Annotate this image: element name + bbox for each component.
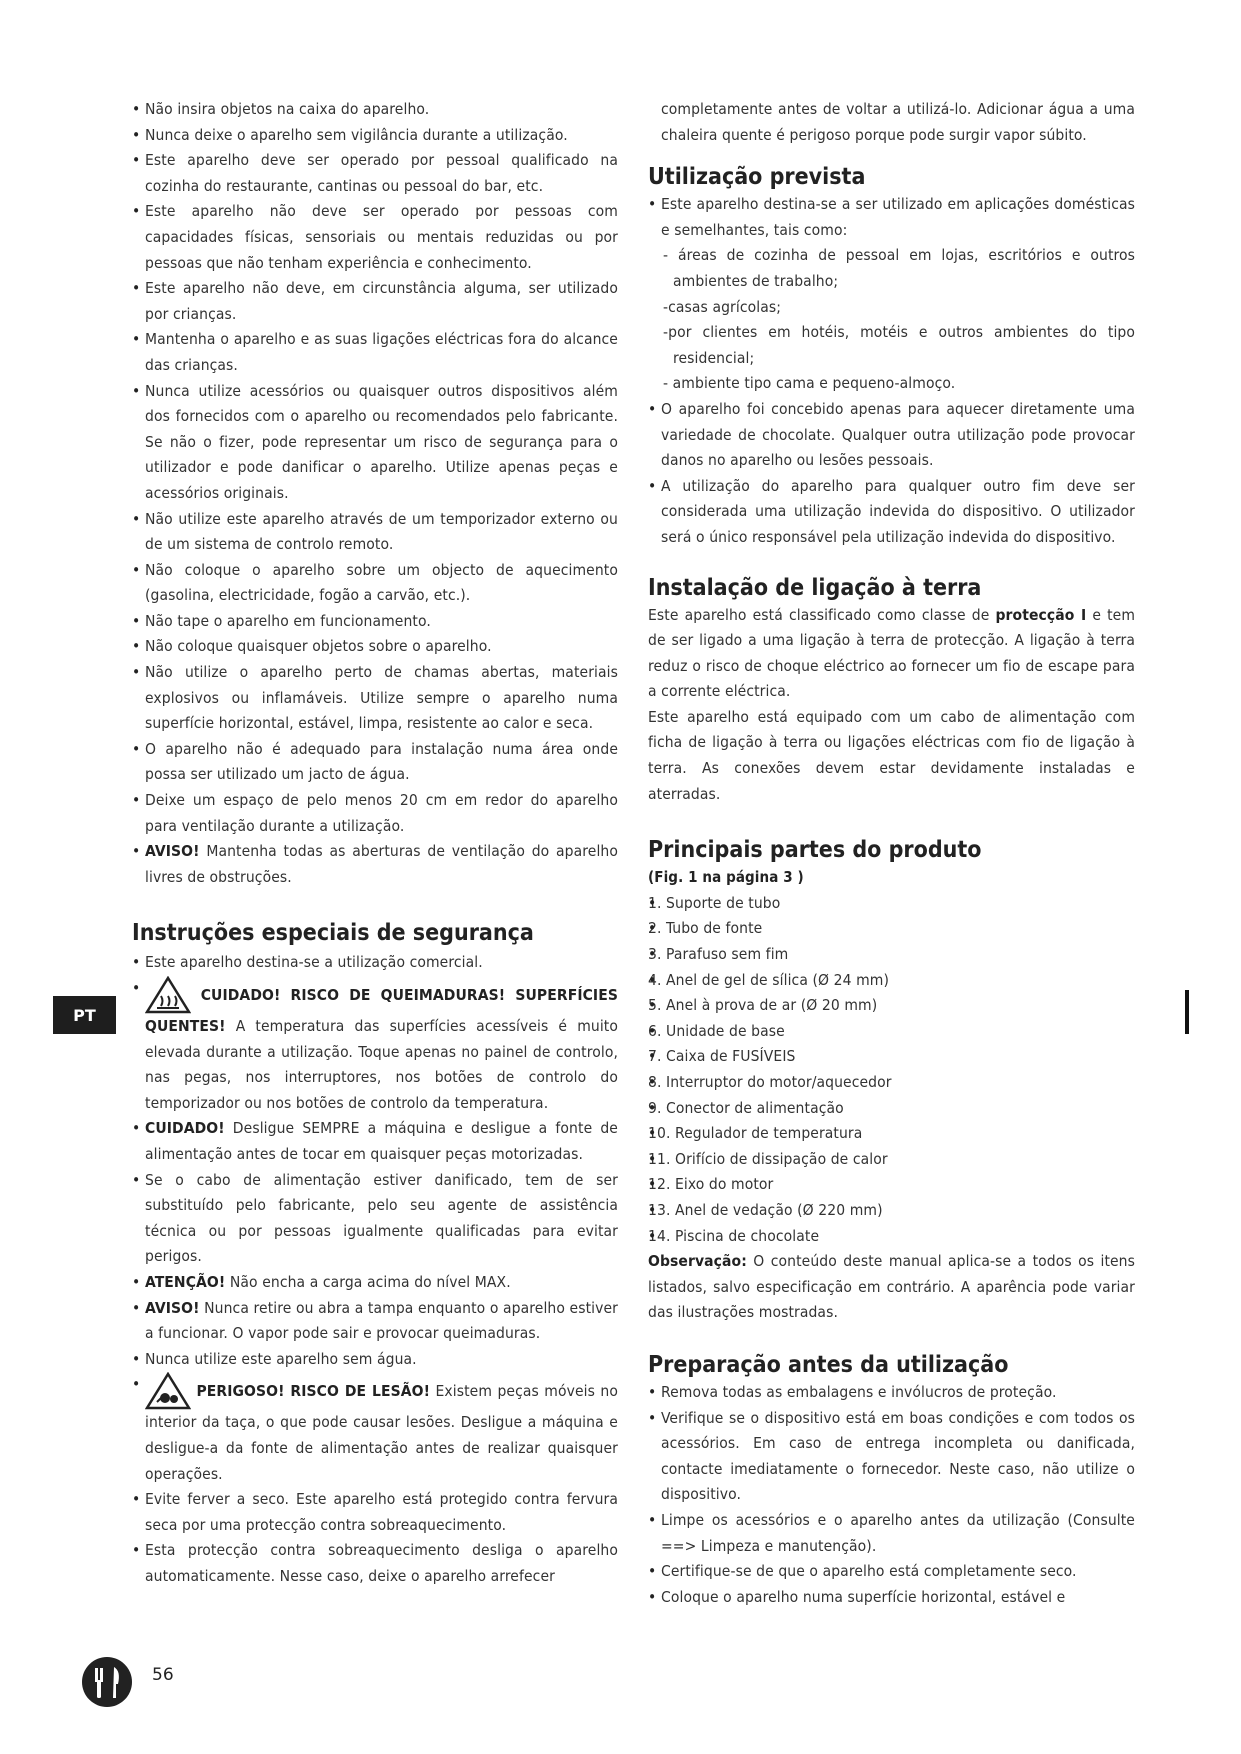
margin-marker (1185, 990, 1189, 1034)
list-item: • Não insira objetos na caixa do aparelho. (132, 97, 618, 123)
list-item: • Este aparelho deve ser operado por pessoal qualificado na cozinha do restaurante, cantinas ou pessoal do bar, etc. (132, 148, 618, 199)
list-item: • ATENÇÃO! Não encha a carga acima do nível MAX. (132, 1270, 618, 1296)
list-item: • Evite ferver a seco. Este aparelho está protegido contra fervura seca por uma protecção contra sobreaquecimento. (132, 1487, 618, 1538)
special-safety-list (132, 950, 618, 1589)
list-item: • Limpe os acessórios e o aparelho antes da utilização (Consulte ==> Limpeza e manutenção). (648, 1508, 1135, 1559)
list-item: • Certifique-se de que o aparelho está completamente seco. (648, 1559, 1135, 1585)
list-item: • 14. Piscina de chocolate (648, 1224, 1135, 1250)
list-item: • 9. Conector de alimentação (648, 1096, 1135, 1122)
list-item: • PERIGOSO! RISCO DE LESÃO! Existem peças móveis no interior da taça, o que pode causar lesões. Desligue a máquina e desligue-a da fonte de alimentação antes de realizar quaisquer operações. (132, 1372, 618, 1487)
left-column (132, 97, 618, 1589)
list-item: • Esta protecção contra sobreaquecimento desliga o aparelho automaticamente. Nesse caso, deixe o aparelho arrefecer (132, 1538, 618, 1589)
list-item: • Não coloque quaisquer objetos sobre o aparelho. (132, 634, 618, 660)
atencao-label: ATENÇÃO! (145, 1272, 226, 1291)
aviso-label: AVISO! (145, 1298, 200, 1317)
section-title-main-parts: Principais partes do produto (648, 837, 982, 864)
note-label: Observação: (648, 1252, 747, 1271)
list-item: • 10. Regulador de temperatura (648, 1121, 1135, 1147)
cutlery-logo-icon (81, 1656, 133, 1708)
list-item: • Este aparelho destina-se a ser utilizado em aplicações domésticas e semelhantes, tais como: - áreas de cozinha de pessoal em lojas, escritórios e outros ambientes de trabalho; -casas agrícolas; -por clientes em hotéis, motéis e outros ambientes do tipo residencial; - ambiente tipo cama e pequeno-almoço. (648, 192, 1135, 397)
list-item: • 8. Interruptor do motor/aquecedor (648, 1070, 1135, 1096)
list-item: • Nunca utilize acessórios ou quaisquer outros dispositivos além dos fornecidos com o aparelho ou recomendados pelo fabricante. Se não o fizer, pode representar um risco de segurança para o utilizador e pode danificar o aparelho. Utilize apenas peças e acessórios originais. (132, 379, 618, 507)
list-item: • Deixe um espaço de pelo menos 20 cm em redor do aparelho para ventilação durante a utilização. (132, 788, 618, 839)
language-tab: PT (53, 996, 116, 1034)
list-item: • O aparelho foi concebido apenas para aquecer diretamente uma variedade de chocolate. Qualquer outra utilização pode provocar danos no aparelho ou lesões pessoais. (648, 397, 1135, 474)
intended-use-list (648, 192, 1135, 550)
list-item: • Remova todas as embalagens e invólucros de proteção. (648, 1380, 1135, 1406)
preparation-list (648, 1380, 1135, 1610)
list-item: • AVISO! Nunca retire ou abra a tampa enquanto o aparelho estiver a funcionar. O vapor pode sair e provocar queimaduras. (132, 1296, 618, 1347)
list-item: • Este aparelho não deve ser operado por pessoas com capacidades físicas, sensoriais ou mentais reduzidas ou por pessoas que não tenham experiência e conhecimento. (132, 199, 618, 276)
list-item: • 13. Anel de vedação (Ø 220 mm) (648, 1198, 1135, 1224)
figure-reference: (Fig. 1 na página 3 ) (648, 868, 804, 887)
note-paragraph: Observação: O conteúdo deste manual aplica-se a todos os itens listados, salvo especificação em contrário. A aparência pode variar das ilustrações mostradas. (648, 1252, 1135, 1322)
list-item: • Não utilize o aparelho perto de chamas abertas, materiais explosivos ou inflamáveis. Utilize sempre o aparelho numa superfície horizontal, estável, limpa, resistente ao calor e seca. (132, 660, 618, 737)
list-item: • CUIDADO! Desligue SEMPRE a máquina e desligue a fonte de alimentação antes de tocar em quaisquer peças motorizadas. (132, 1116, 618, 1167)
section-title-grounding: Instalação de ligação à terra (648, 574, 982, 601)
right-column (648, 97, 1135, 1610)
safety-list (132, 97, 618, 890)
section-title-special-safety: Instruções especiais de segurança (132, 920, 534, 947)
hot-surface-label: CUIDADO! RISCO DE QUEIMADURAS! SUPERFÍCIES QUENTES! (145, 986, 618, 1035)
list-item: • 11. Orifício de dissipação de calor (648, 1147, 1135, 1173)
parts-list (648, 891, 1135, 1249)
list-item: • 4. Anel de gel de sílica (Ø 24 mm) (648, 968, 1135, 994)
list-item: • 12. Eixo do motor (648, 1172, 1135, 1198)
aviso-label: AVISO! (145, 842, 200, 861)
section-title-intended-use: Utilização prevista (648, 164, 866, 191)
list-item: • 1. Suporte de tubo (648, 891, 1135, 917)
continuation-text: completamente antes de voltar a utilizá-lo. Adicionar água a uma chaleira quente é perigoso porque pode surgir vapor súbito. (661, 100, 1135, 144)
list-item: • 5. Anel à prova de ar (Ø 20 mm) (648, 993, 1135, 1019)
list-item: • A utilização do aparelho para qualquer outro fim deve ser considerada uma utilização indevida do dispositivo. O utilizador será o único responsável pela utilização indevida do dispositivo. (648, 474, 1135, 551)
grounding-paragraph: Este aparelho está equipado com um cabo de alimentação com ficha de ligação à terra ou ligações eléctricas com fio de ligação à terra. As conexões devem estar devidamente instaladas e aterradas. (648, 707, 1135, 803)
list-item: • Não utilize este aparelho através de um temporizador externo ou de um sistema de controlo remoto. (132, 507, 618, 558)
page-number: 56 (152, 1665, 174, 1685)
list-item: • Este aparelho não deve, em circunstância alguma, ser utilizado por crianças. (132, 276, 618, 327)
list-item: • Não tape o aparelho em funcionamento. (132, 609, 618, 635)
list-item: • Mantenha o aparelho e as suas ligações eléctricas fora do alcance das crianças. (132, 327, 618, 378)
section-title-preparation: Preparação antes da utilização (648, 1351, 1009, 1378)
hot-surface-warning-icon (145, 976, 191, 1014)
list-item: • 3. Parafuso sem fim (648, 942, 1135, 968)
list-item: • 7. Caixa de FUSÍVEIS (648, 1044, 1135, 1070)
list-item: • Nunca deixe o aparelho sem vigilância durante a utilização. (132, 123, 618, 149)
list-item: • Este aparelho destina-se a utilização comercial. (132, 950, 618, 976)
list-item: • 2. Tubo de fonte (648, 916, 1135, 942)
grounding-paragraph: Este aparelho está classificado como classe de protecção I e tem de ser ligado a uma ligação à terra de protecção. A ligação à terra reduz o risco de choque eléctrico ao fornecer um fio de escape para a corrente eléctrica. (648, 605, 1136, 701)
danger-label: PERIGOSO! RISCO DE LESÃO! (196, 1382, 431, 1401)
list-item: • AVISO! Mantenha todas as aberturas de ventilação do aparelho livres de obstruções. (132, 839, 618, 890)
list-item: • 6. Unidade de base (648, 1019, 1135, 1045)
list-item: • Se o cabo de alimentação estiver danificado, tem de ser substituído pelo fabricante, pelo seu agente de assistência técnica ou por pessoas igualmente qualificadas para evitar perigos. (132, 1168, 618, 1270)
moving-parts-warning-icon (145, 1372, 191, 1410)
list-item: • CUIDADO! RISCO DE QUEIMADURAS! SUPERFÍCIES QUENTES! A temperatura das superfícies acessíveis é muito elevada durante a utilização. Toque apenas no painel de controlo, nas pegas, nos interruptores, nos botões de controlo do temporizador ou nos botões de controlo da temperatura. (132, 976, 618, 1116)
list-item: • Verifique se o dispositivo está em boas condições e com todos os acessórios. Em caso de entrega incompleta ou danificada, contacte imediatamente o fornecedor. Neste caso, não utilize o dispositivo. (648, 1406, 1135, 1508)
list-item: • O aparelho não é adequado para instalação numa área onde possa ser utilizado um jacto de água. (132, 737, 618, 788)
list-item: • Não coloque o aparelho sobre um objecto de aquecimento (gasolina, electricidade, fogão a carvão, etc.). (132, 558, 618, 609)
cuidado-label: CUIDADO! (145, 1119, 225, 1138)
list-item: • Coloque o aparelho numa superfície horizontal, estável e (648, 1585, 1135, 1611)
list-item: • Nunca utilize este aparelho sem água. (132, 1347, 618, 1373)
